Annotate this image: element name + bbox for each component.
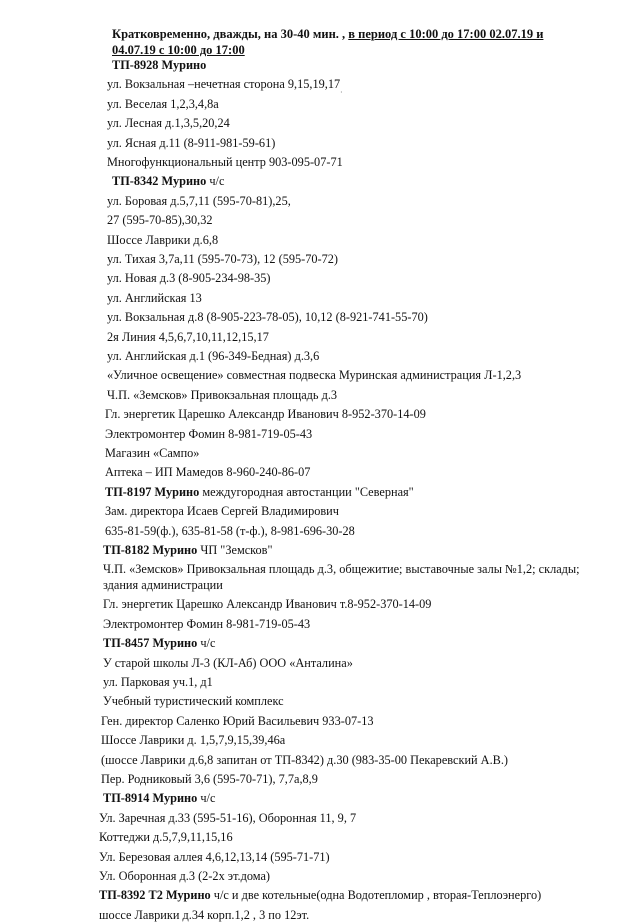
- address-line: Коттеджи д.5,7,9,11,15,16: [99, 830, 233, 844]
- address-line: ул. Лесная д.1,3,5,20,24: [107, 116, 230, 130]
- address-line: ул. Ясная д.11 (8-911-981-59-61): [107, 136, 276, 150]
- substation-title: ТП-8914 Мурино ч/с: [103, 791, 216, 805]
- contact-line: Гл. энергетик Царешко Александр Иванович т.8-952-370-14-09: [103, 597, 432, 611]
- contact-line: Зам. директора Исаев Сергей Владимирович: [105, 504, 339, 518]
- substation-title: ТП-8392 Т2 Мурино ч/с и две котельные(одна Водотепломир , вторая-Теплоэнерго): [99, 888, 542, 902]
- address-line: ул. Новая д.3 (8-905-234-98-35): [107, 271, 271, 285]
- substation-title: ТП-8342 Мурино ч/с: [112, 174, 225, 188]
- contact-line: Электромонтер Фомин 8-981-719-05-43: [103, 617, 311, 631]
- header-notice: Кратковременно, дважды, на 30-40 мин. ,: [112, 27, 346, 41]
- contact-line: Гл. энергетик Царешко Александр Иванович 8-952-370-14-09: [105, 407, 426, 421]
- header-period-second-date: 04.07.19 с 10:00 до 17:00: [112, 43, 245, 57]
- address-line: Шоссе Лаврики д. 1,5,7,9,15,39,46а: [101, 733, 286, 747]
- contact-line: Ген. директор Саленко Юрий Васильевич 933-07-13: [101, 714, 374, 728]
- substation-title: ТП-8197 Мурино междугородная автостанции "Северная": [105, 485, 414, 499]
- address-line: ул. Английская д.1 (96-349-Бедная) д.3,6: [107, 349, 320, 363]
- contact-line: Аптека – ИП Мамедов 8-960-240-86-07: [105, 465, 311, 479]
- substation-title: ТП-8182 Мурино ЧП "Земсков": [103, 543, 273, 557]
- address-line: ул. Вокзальная –нечетная сторона 9,15,19,17: [107, 77, 341, 91]
- address-line: ул. Тихая 3,7а,11 (595-70-73), 12 (595-70-72): [107, 252, 339, 266]
- address-line: Многофункциональный центр 903-095-07-71: [107, 155, 343, 169]
- address-line: Пер. Родниковый 3,6 (595-70-71), 7,7а,8,9: [101, 772, 318, 786]
- address-line: Магазин «Сампо»: [105, 446, 200, 460]
- address-line: ул. Английская 13: [107, 291, 202, 305]
- contact-line: 635-81-59(ф.), 635-81-58 (т-ф.), 8-981-696-30-28: [105, 524, 355, 538]
- address-line: 2я Линия 4,5,6,7,10,11,12,15,17: [107, 330, 269, 344]
- address-line: 27 (595-70-85),30,32: [107, 213, 213, 227]
- address-line: «Уличное освещение» совместная подвеска Муринская администрация Л-1,2,3: [107, 368, 522, 382]
- address-line: ул. Боровая д.5,7,11 (595-70-81),25,: [107, 194, 291, 208]
- address-line: У старой школы Л-3 (КЛ-Аб) ООО «Анталина»: [103, 656, 353, 670]
- address-line: ул. Веселая 1,2,3,4,8а: [107, 97, 219, 111]
- contact-line: Электромонтер Фомин 8-981-719-05-43: [105, 427, 313, 441]
- document-header: [112, 26, 612, 58]
- substation-title: ТП-8457 Мурино ч/с: [103, 636, 216, 650]
- address-line: Ул. Оборонная д.3 (2-2х эт.дома): [99, 869, 271, 883]
- address-line: ул. Парковая уч.1, д1: [103, 675, 213, 689]
- scan-speck: ·: [340, 88, 343, 97]
- address-line: Ул. Заречная д.33 (595-51-16), Оборонная 11, 9, 7: [99, 811, 357, 825]
- address-line: Ч.П. «Земсков» Привокзальная площадь д.3: [107, 388, 338, 402]
- address-line: ул. Вокзальная д.8 (8-905-223-78-05), 10,12 (8-921-741-55-70): [107, 310, 428, 324]
- address-line: Шоссе Лаврики д.6,8: [107, 233, 219, 247]
- address-line: шоссе Лаврики д.34 корп.1,2 , 3 по 12эт.: [99, 908, 310, 922]
- substation-title: ТП-8928 Мурино: [112, 58, 207, 72]
- address-line: Ч.П. «Земсков» Привокзальная площадь д.3, общежитие; выставочные залы №1,2; склады; здания администрации: [103, 562, 580, 592]
- header-period: в период с 10:00 до 17:00 02.07.19 и: [348, 27, 544, 41]
- address-line: Учебный туристический комплекс: [103, 694, 284, 708]
- address-line: (шоссе Лаврики д.6,8 запитан от ТП-8342) д.30 (983-35-00 Пекаревский А.В.): [101, 753, 509, 767]
- address-line: Ул. Березовая аллея 4,6,12,13,14 (595-71-71): [99, 850, 330, 864]
